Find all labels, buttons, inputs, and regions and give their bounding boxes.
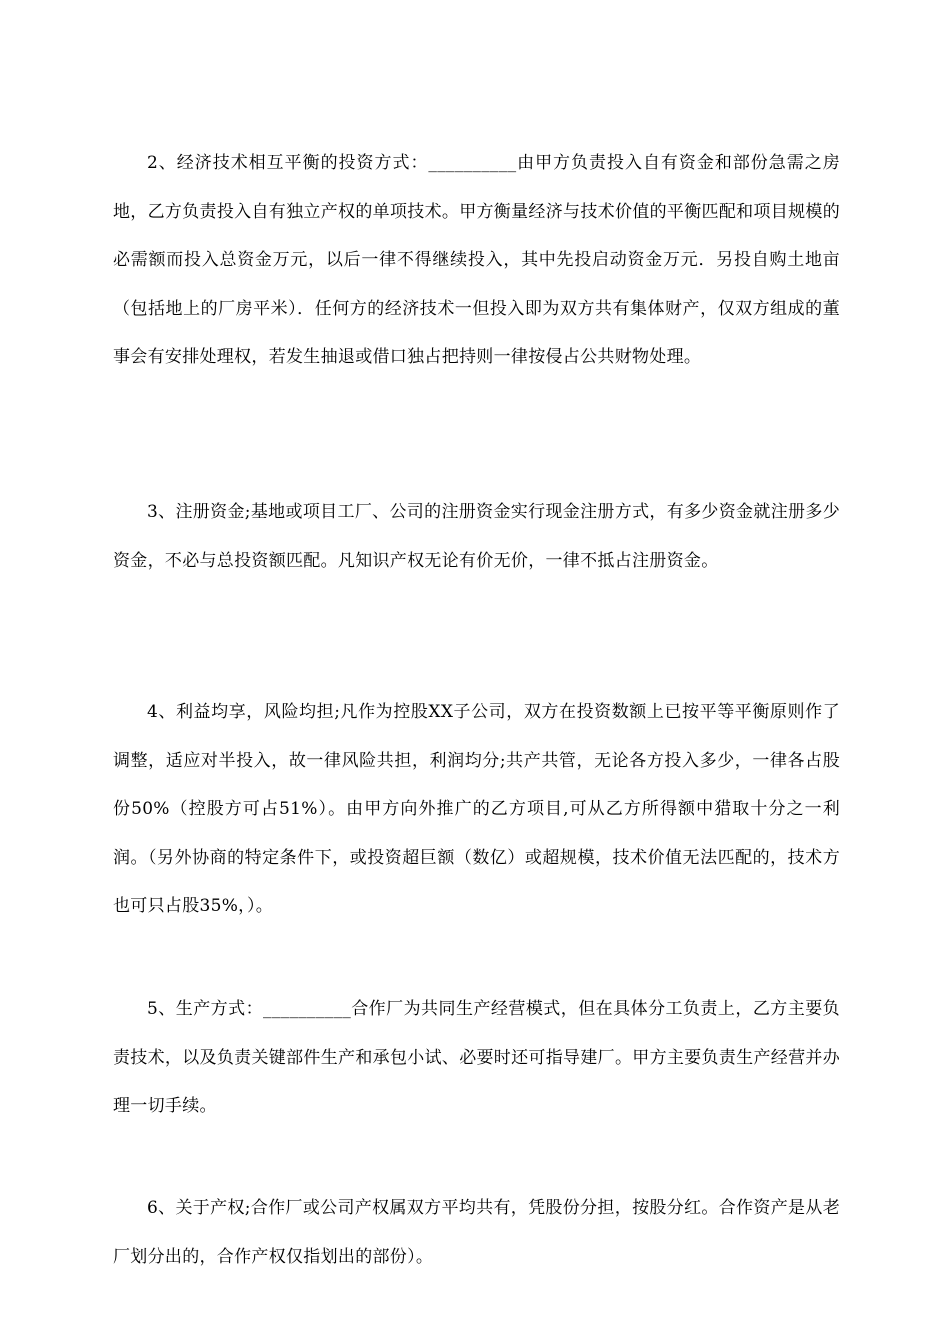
paragraph-registered-capital: 3、注册资金;基地或项目工厂、公司的注册资金实行现金注册方式，有多少资金就注册多少资金，不必与总投资额匹配。凡知识产权无论有价无价，一律不抵占注册资金。 xyxy=(113,502,840,571)
paragraph-property-rights: 6、关于产权;合作厂或公司产权属双方平均共有，凭股份分担，按股分红。合作资产是从老厂划分出的，合作产权仅指划出的部份）。 xyxy=(113,1198,840,1267)
paragraph-investment-method: 2、经济技术相互平衡的投资方式：__________由甲方负责投入自有资金和部份急需之房地，乙方负责投入自有独立产权的单项技术。甲方衡量经济与技术价值的平衡匹配和项目规模的必需额而投入总资金万元，以后一律不得继续投入，其中先投启动资金万元．另投自购土地亩（包括地上的厂房平米）．任何方的经济技术一但投入即为双方共有集体财产，仅双方组成的董事会有安排处理权，若发生抽退或借口独占把持则一律按侵占公共财物处理。 xyxy=(113,153,840,367)
paragraph-profit-risk-sharing: 4、利益均享，风险均担;凡作为控股XX子公司，双方在投资数额上已按平等平衡原则作了调整，适应对半投入，故一律风险共担，利润均分;共产共管，无论各方投入多少，一律各占股份50%（控股方可占51%）。由甲方向外推广的乙方项目,可从乙方所得额中猎取十分之一利润。（另外协商的特定条件下，或投资超巨额（数亿）或超规模，技术价值无法匹配的，技术方也可只占股35%，）。 xyxy=(113,702,840,916)
paragraph-production-method: 5、生产方式：__________合作厂为共同生产经营模式，但在具体分工负责上，乙方主要负责技术，以及负责关键部件生产和承包小试、必要时还可指导建厂。甲方主要负责生产经营并办理一切手续。 xyxy=(113,999,840,1116)
